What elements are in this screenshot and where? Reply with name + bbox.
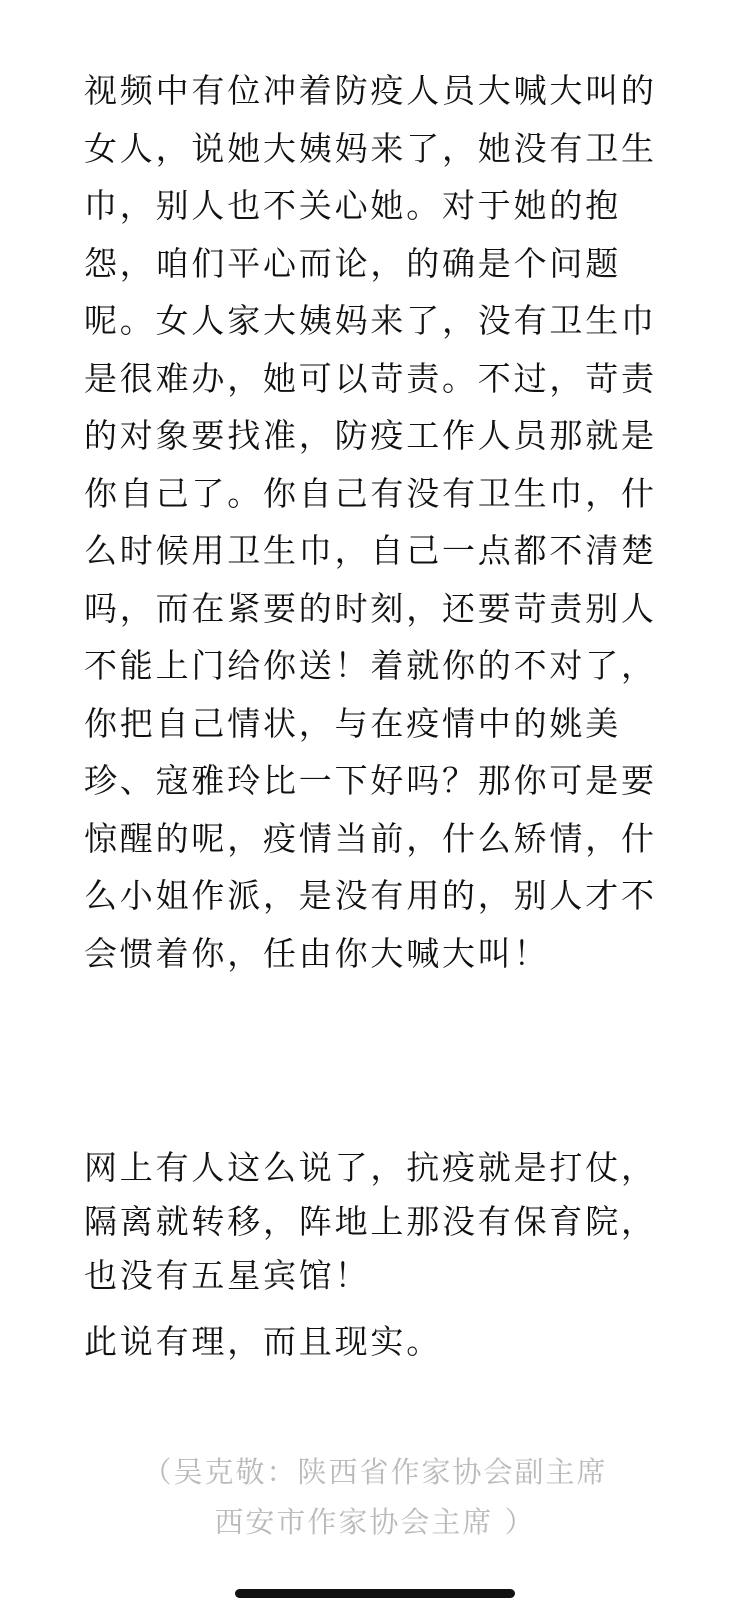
text-line: 不能上门给你送！着就你的不对了，	[84, 646, 657, 685]
text-line: 惊醒的呢，疫情当前，什么矫情，什	[84, 818, 657, 858]
text-line: 呢。女人家大姨妈来了，没有卫生巾	[84, 301, 657, 340]
paragraph-2	[84, 1141, 684, 1303]
text-line: 你把自己情状，与在疫情中的姚美	[84, 703, 621, 743]
signature-line-1: （吴克敬：陕西省作家协会副主席	[142, 1455, 608, 1489]
home-indicator[interactable]	[235, 1589, 515, 1598]
text-line: 是很难办，她可以苛责。不过，苛责	[84, 358, 657, 398]
text-line: 巾，别人也不关心她。对于她的抱	[84, 186, 621, 225]
text-line: 会惯着你，任由你大喊大叫！	[84, 933, 550, 973]
signature-line-2: 西安市作家协会主席 ）	[214, 1505, 536, 1539]
text-line: 视频中有位冲着防疫人员大喊大叫的	[84, 71, 657, 110]
text-line: 女人，说她大姨妈来了，她没有卫生	[84, 128, 657, 168]
paragraph-3	[84, 1315, 684, 1369]
text-line: 怨，咱们平心而论，的确是个问题	[84, 243, 621, 283]
text-line: 的对象要找准，防疫工作人员那就是	[84, 416, 657, 455]
text-line: 隔离就转移，阵地上那没有保育院，	[84, 1202, 657, 1241]
text-line: 此说有理，而且现实。	[84, 1322, 442, 1361]
text-line: 么时候用卫生巾，自己一点都不清楚	[84, 531, 657, 570]
text-line: 网上有人这么说了，抗疫就是打仗，	[84, 1148, 657, 1187]
text-line: 么小姐作派，是没有用的，别人才不	[84, 876, 657, 915]
text-line: 吗，而在紧要的时刻，还要苛责别人	[84, 588, 657, 628]
paragraph-1	[84, 62, 684, 982]
text-line: 也没有五星宾馆！	[84, 1256, 371, 1295]
text-line: 你自己了。你自己有没有卫生巾，什	[84, 473, 657, 513]
author-signature	[0, 1447, 750, 1547]
text-line: 珍、寇雅玲比一下好吗？那你可是要	[84, 761, 657, 800]
